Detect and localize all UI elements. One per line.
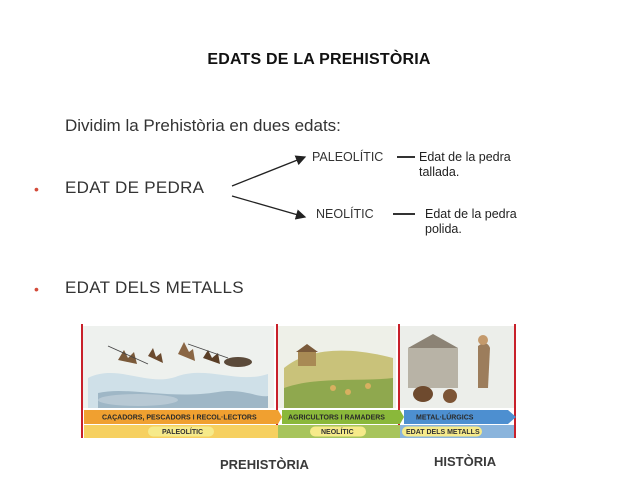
dash-connector (397, 156, 415, 158)
bullet-marker: • (34, 281, 39, 297)
hunter-gatherers-illustration (82, 326, 274, 408)
metalworkers-illustration (400, 326, 516, 408)
intro-text: Dividim la Prehistòria en dues edats: (65, 116, 341, 135)
arrow-to-neolitic (232, 196, 305, 217)
paleolitic-label: PALEOLÍTIC (312, 150, 384, 164)
period-paleolitic-label: PALEOLÍTIC (162, 429, 204, 436)
bullet-marker: • (34, 181, 39, 197)
neolitic-description: Edat de la pedra polida. (425, 207, 517, 236)
bullet-edat-dels-metalls: EDAT DELS METALLS (65, 278, 244, 297)
era-historia-label: HISTÒRIA (434, 454, 497, 469)
period-metals-label: EDAT DELS METALLS (406, 429, 480, 436)
bullet-edat-de-pedra: EDAT DE PEDRA (65, 178, 205, 197)
era-prehistoria-label: PREHISTÒRIA (220, 457, 309, 472)
farmers-illustration (278, 326, 396, 408)
branch-arrows (225, 140, 315, 230)
dash-connector (393, 213, 415, 215)
band-hunters-label: CAÇADORS, PESCADORS I RECOL·LECTORS (102, 414, 257, 422)
neolitic-label: NEOLÍTIC (316, 207, 374, 221)
slide-title: EDATS DE LA PREHISTÒRIA (207, 51, 431, 68)
arrow-to-paleolitic (232, 157, 305, 186)
prehistory-timeline (78, 318, 518, 473)
paleolitic-description: Edat de la pedra tallada. (419, 150, 511, 179)
period-neolitic-label: NEOLÍTIC (321, 429, 354, 436)
band-metalworkers-label: METAL·LÚRGICS (416, 414, 474, 422)
band-farmers-label: AGRICULTORS I RAMADERS (288, 414, 385, 422)
